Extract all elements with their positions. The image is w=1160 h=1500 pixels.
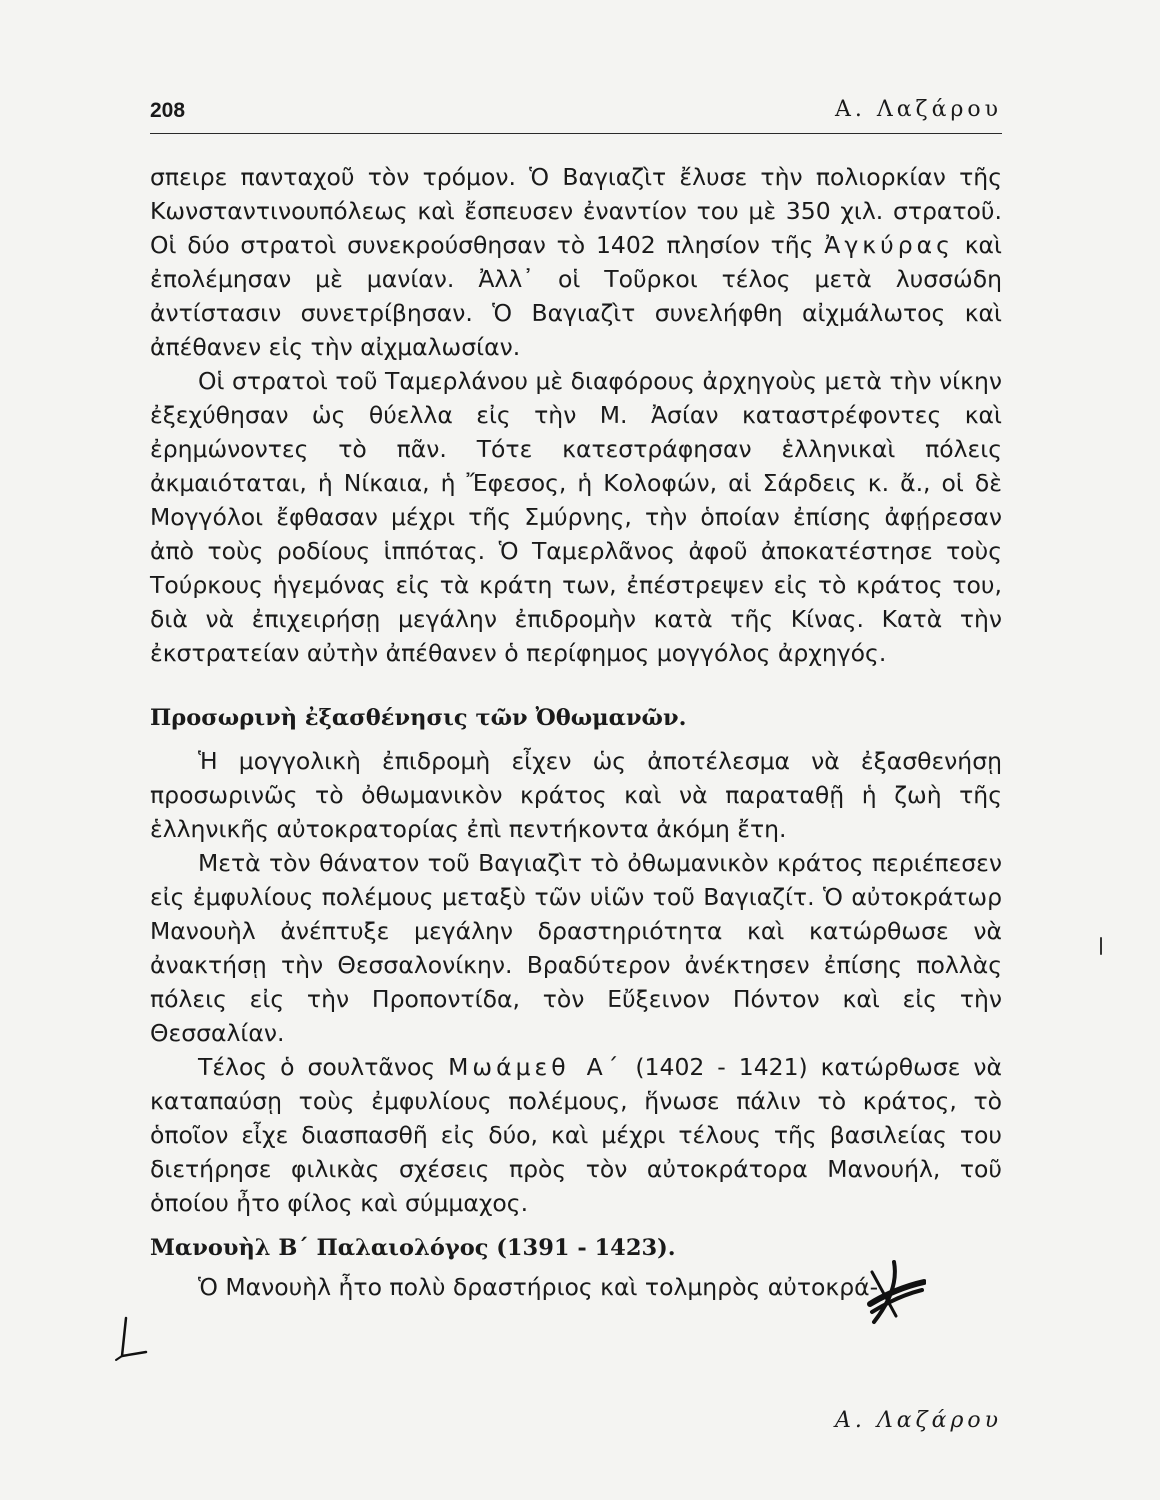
page-body [150,160,1002,1304]
paragraph-1 [150,160,1002,364]
handwritten-cross-mark-icon [866,1254,926,1326]
paragraph-4: Μετὰ τὸν θάνατον τοῦ Βαγιαζὶτ τὸ ὀθωμανικὸν κράτος περιέπεσεν εἰς ἐμφυλίους πολέμους μεταξὺ τῶν υἱῶν τοῦ Βαγιαζίτ. Ὁ αὐτοκράτωρ Μανουὴλ ἀνέπτυξε μεγάλην δραστηριότητα καὶ κατώρθωσε νὰ ἀνακτήσῃ τὴν Θεσσαλονίκην. Βραδύτερον ἀνέκτησεν ἐπίσης πολλὰς πόλεις εἰς τὴν Προποντίδα, τὸν Εὔξεινον Πόντον καὶ εἰς τὴν Θεσσαλίαν. [150,849,1002,1047]
paragraph-2: Οἱ στρατοὶ τοῦ Ταμερλάνου μὲ διαφόρους ἀρχηγοὺς μετὰ τὴν νίκην ἐξεχύθησαν ὡς θύελλα εἰς τὴν Μ. Ἀσίαν καταστρέφοντες καὶ ἐρημώνοντες τὸ πᾶν. Τότε κατεστράφησαν ἑλληνικαὶ πόλεις ἀκμαιόταται, ἡ Νίκαια, ἡ Ἔφεσος, ἡ Κολοφών, αἱ Σάρδεις κ. ἄ., οἱ δὲ Μογγόλοι ἔφθασαν μέχρι τῆς Σμύρνης, τὴν ὁποίαν ἐπίσης ἀφῄρεσαν ἀπὸ τοὺς ροδίους ἱππότας. Ὁ Ταμερλᾶνος ἀφοῦ ἀποκατέστησε τοὺς Τούρκους ἡγεμόνας εἰς τὰ κράτη των, ἐπέστρεψεν εἰς τὸ κράτος του, διὰ νὰ ἐπιχειρήσῃ μεγάλην ἐπιδρομὴν κατὰ τῆς Κίνας. Κατὰ τὴν ἐκστρατείαν αὐτὴν ἀπέθανεν ὁ περίφημος μογγόλος ἀρχηγός. [150,367,1002,667]
paragraph-6: Ὁ Μανουὴλ ἦτο πολὺ δραστήριος καὶ τολμηρὸς αὐτοκρά- [198,1273,879,1301]
section-heading-manuel-palaiologos: Μανουὴλ Β´ Παλαιολόγος (1391 - 1423). [150,1235,676,1261]
section-heading-ottoman-weakening: Προσωρινὴ ἐξασθένησις τῶν Ὀθωμανῶν. [150,705,687,731]
page-number: 208 [150,99,186,122]
footer-catchword: Α. Λαζάρου [835,1408,1002,1433]
paragraph-1-text: σπειρε πανταχοῦ τὸν τρόμον. Ὁ Βαγιαζὶτ ἔλυσε τὴν πολιορκίαν τῆς Κωνσταντινουπόλεως καὶ ἔσπευσεν ἐναντίον του μὲ 350 χιλ. στρατοῦ. Οἱ δύο στρατοὶ συνεκρούσθησαν τὸ 1402 πλησίον τῆς [150,163,1002,259]
paragraph-1-spaced-word: Ἀγκύρας [824,231,954,259]
paragraph-5 [150,1050,1002,1220]
paragraph-5-rest: (1402 - 1421) κατώρθωσε νὰ καταπαύσῃ τοὺς ἐμφυλίους πολέμους, ἥνωσε πάλιν τὸ κράτος, τὸ ὁποῖον εἶχε διασπασθῆ εἰς δύο, καὶ μέχρι τέλους τῆς βασιλείας του διετήρησε φιλικὰς σχέσεις πρὸς τὸν αὐτοκράτορα Μανουήλ, τοῦ ὁποίου ἦτο φίλος καὶ σύμμαχος. [150,1053,1003,1217]
page-header [150,97,1002,134]
margin-speck-icon [1098,936,1104,956]
paragraph-5-text: Τέλος ὁ σουλτᾶνος [198,1053,449,1081]
paragraph-5-spaced-name: Μωάμεθ Α´ [448,1053,623,1081]
running-head-author: Α. Λαζάρου [835,97,1002,122]
paragraph-3: Ἡ μογγολικὴ ἐπιδρομὴ εἶχεν ὡς ἀποτέλεσμα νὰ ἐξασθενήσῃ προσωρινῶς τὸ ὀθωμανικὸν κράτος καὶ νὰ παραταθῇ ἡ ζωὴ τῆς ἑλληνικῆς αὐτοκρατορίας ἐπὶ πεντήκοντα ἀκόμη ἔτη. [150,747,1002,843]
handwritten-bracket-mark-icon [112,1316,148,1364]
paragraph-1-rest: καὶ ἐπολέμησαν μὲ μανίαν. Ἀλλ᾽ οἱ Τοῦρκοι τέλος μετὰ λυσσώδη ἀντίστασιν συνετρίβησαν. Ὁ Βαγιαζὶτ συνελήφθη αἰχμάλωτος καὶ ἀπέθανεν εἰς τὴν αἰχμαλωσίαν. [150,231,1002,361]
